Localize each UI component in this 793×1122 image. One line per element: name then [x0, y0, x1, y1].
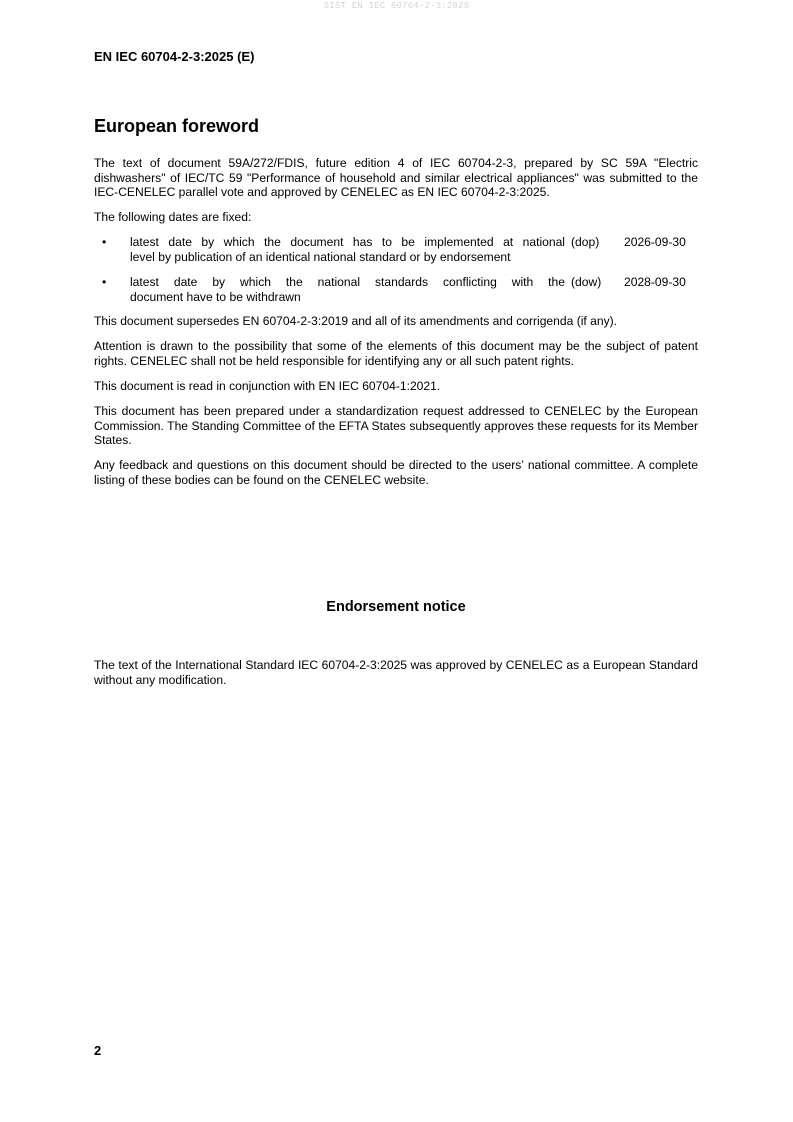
- date-abbreviation: (dop): [571, 235, 600, 250]
- document-watermark: SIST EN IEC 60704-2-3:2025: [323, 1, 470, 11]
- document-id-header: EN IEC 60704-2-3:2025 (E): [94, 49, 255, 64]
- date-value: 2028-09-30: [624, 274, 686, 289]
- date-description-line: latest date by which the national standards conflicting with the: [130, 274, 565, 289]
- endorsement-notice-title: Endorsement notice: [326, 599, 466, 615]
- date-value: 2026-09-30: [624, 235, 686, 250]
- patent-rights-paragraph: Attention is drawn to the possibility that some of the elements of this document may be the subject of patent rights. CENELEC shall not be held responsible for identifying any or all such patent rights.: [94, 339, 698, 368]
- date-description: [130, 275, 565, 304]
- date-abbreviation: (dow): [571, 274, 602, 289]
- endorsement-notice-text: The text of the International Standard IEC 60704-2-3:2025 was approved by CENELEC as a European Standard without any modification.: [94, 658, 698, 687]
- date-description-line: document have to be withdrawn: [130, 289, 301, 304]
- foreword-title: European foreword: [94, 116, 260, 136]
- feedback-paragraph: Any feedback and questions on this document should be directed to the users’ national committee. A complete listing of these bodies can be found on the CENELEC website.: [94, 458, 698, 488]
- date-description-line: latest date by which the document has to be implemented at national: [130, 235, 565, 250]
- supersedes-paragraph: This document supersedes EN 60704-2-3:2019 and all of its amendments and corrigenda (if any).: [94, 314, 618, 329]
- foreword-intro-paragraph: The text of document 59A/272/FDIS, future edition 4 of IEC 60704-2-3, prepared by SC 59A "Electric dishwashers" of IEC/TC 59 "Performance of household and similar electrical appliances" was submitted to the IEC-CENELEC parallel vote and approved by CENELEC as EN IEC 60704-2-3:2025.: [94, 156, 698, 200]
- standardization-request-paragraph: This document has been prepared under a standardization request addressed to CENELEC by the European Commission. The Standing Committee of the EFTA States subsequently approves these requests for its Member States.: [94, 403, 698, 448]
- bullet-marker: •: [102, 274, 107, 289]
- date-row-dop: [94, 235, 698, 264]
- dates-intro-paragraph: The following dates are fixed:: [94, 210, 252, 225]
- fixed-dates-list: [94, 235, 698, 304]
- foreword-body: [94, 156, 698, 498]
- conjunction-paragraph: This document is read in conjunction with EN IEC 60704-1:2021.: [94, 378, 441, 393]
- bullet-marker: •: [102, 235, 107, 250]
- page-number: 2: [94, 1043, 102, 1058]
- date-description: [130, 235, 565, 264]
- date-row-dow: [94, 275, 698, 304]
- date-description-line: level by publication of an identical national standard or by endorsement: [130, 250, 511, 265]
